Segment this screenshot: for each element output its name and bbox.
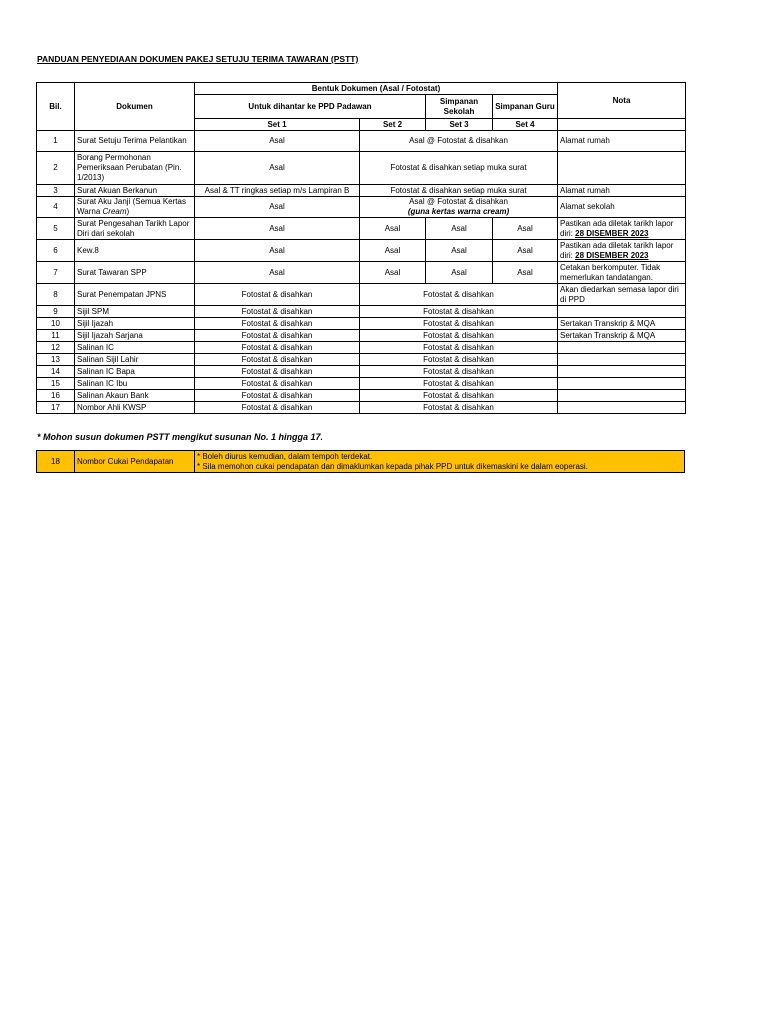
row-nota-date: 28 DISEMBER 2023 bbox=[575, 250, 649, 260]
row-doc: Salinan IC bbox=[75, 342, 195, 354]
header-bentuk: Bentuk Dokumen (Asal / Fotostat) bbox=[195, 83, 558, 95]
extra-note-line1: * Boleh diurus kemudian, dalam tempoh terdekat. bbox=[197, 451, 373, 461]
row-doc: Surat Tawaran SPP bbox=[75, 262, 195, 284]
table-row bbox=[37, 318, 686, 330]
row-bil: 3 bbox=[37, 185, 75, 197]
row-merged: Fotostat & disahkan bbox=[360, 366, 558, 378]
row-doc: Nombor Ahli KWSP bbox=[75, 402, 195, 414]
row-set1: Fotostat & disahkan bbox=[195, 330, 360, 342]
row-doc: Salinan IC Bapa bbox=[75, 366, 195, 378]
row-nota-date: 28 DISEMBER 2023 bbox=[575, 228, 649, 238]
row-nota bbox=[558, 366, 686, 378]
row-bil: 9 bbox=[37, 306, 75, 318]
row-set1: Fotostat & disahkan bbox=[195, 378, 360, 390]
row-doc: Kew.8 bbox=[75, 240, 195, 262]
row-nota bbox=[558, 378, 686, 390]
header-set3: Set 3 bbox=[426, 119, 493, 131]
row-set2: Asal bbox=[360, 262, 426, 284]
header-bil: Bil. bbox=[37, 83, 75, 131]
table-row bbox=[37, 197, 686, 218]
header-set2: Set 2 bbox=[360, 119, 426, 131]
table-row bbox=[37, 366, 686, 378]
row-set1: Fotostat & disahkan bbox=[195, 354, 360, 366]
row-doc: Salinan Sijil Lahir bbox=[75, 354, 195, 366]
row-nota bbox=[558, 354, 686, 366]
table-row bbox=[37, 451, 685, 473]
row-set1: Asal bbox=[195, 218, 360, 240]
header-sekolah: Simpanan Sekolah bbox=[426, 95, 493, 119]
row-merged: Fotostat & disahkan bbox=[360, 306, 558, 318]
row-merged: Fotostat & disahkan bbox=[360, 330, 558, 342]
row-nota-text: Pastikan ada diletak tarikh lapor diri: bbox=[560, 218, 674, 238]
row-bil: 13 bbox=[37, 354, 75, 366]
row-nota bbox=[558, 218, 686, 240]
row-bil: 4 bbox=[37, 197, 75, 218]
row-merged: Fotostat & disahkan bbox=[360, 390, 558, 402]
row-bil: 14 bbox=[37, 366, 75, 378]
row-doc-text: Surat Aku Janji (Semua Kertas Warna bbox=[77, 197, 186, 216]
row-set2: Asal bbox=[360, 218, 426, 240]
row-bil: 16 bbox=[37, 390, 75, 402]
row-doc: Salinan IC Ibu bbox=[75, 378, 195, 390]
row-bil: 12 bbox=[37, 342, 75, 354]
extra-row-table bbox=[36, 450, 685, 473]
row-merged: Asal @ Fotostat & disahkan bbox=[360, 131, 558, 152]
table-row bbox=[37, 152, 686, 185]
extra-notes bbox=[195, 451, 685, 473]
table-row bbox=[37, 330, 686, 342]
row-set1: Fotostat & disahkan bbox=[195, 342, 360, 354]
table-row bbox=[37, 402, 686, 414]
row-set1: Asal bbox=[195, 131, 360, 152]
row-merged: Fotostat & disahkan bbox=[360, 318, 558, 330]
header-nota: Nota bbox=[558, 83, 686, 119]
table-row bbox=[37, 240, 686, 262]
header-dokumen: Dokumen bbox=[75, 83, 195, 131]
row-nota: Sertakan Transkrip & MQA bbox=[558, 330, 686, 342]
row-nota bbox=[558, 240, 686, 262]
row-nota bbox=[558, 342, 686, 354]
row-merged: Fotostat & disahkan setiap muka surat bbox=[360, 152, 558, 185]
row-set4: Asal bbox=[493, 262, 558, 284]
row-nota bbox=[558, 306, 686, 318]
table-row bbox=[37, 262, 686, 284]
extra-doc: Nombor Cukai Pendapatan bbox=[75, 451, 195, 473]
footnote: * Mohon susun dokumen PSTT mengikut susunan No. 1 hingga 17. bbox=[37, 432, 324, 442]
header-nota-blank bbox=[558, 119, 686, 131]
row-merged: Fotostat & disahkan bbox=[360, 284, 558, 306]
header-set4: Set 4 bbox=[493, 119, 558, 131]
row-set1: Fotostat & disahkan bbox=[195, 284, 360, 306]
row-nota: Akan diedarkan semasa lapor diri di PPD bbox=[558, 284, 686, 306]
row-doc: Borang Permohonan Pemeriksaan Perubatan (Pin. 1/2013) bbox=[75, 152, 195, 185]
row-nota: Alamat rumah bbox=[558, 131, 686, 152]
row-set4: Asal bbox=[493, 240, 558, 262]
row-bil: 8 bbox=[37, 284, 75, 306]
document-table bbox=[36, 82, 686, 414]
row-nota: Alamat sekolah bbox=[558, 197, 686, 218]
row-set1: Fotostat & disahkan bbox=[195, 318, 360, 330]
row-set1: Asal bbox=[195, 262, 360, 284]
table-row bbox=[37, 378, 686, 390]
row-bil: 10 bbox=[37, 318, 75, 330]
table-row bbox=[37, 131, 686, 152]
row-merged-line1: Asal @ Fotostat & disahkan bbox=[409, 197, 508, 206]
header-guru: Simpanan Guru bbox=[493, 95, 558, 119]
row-merged: Fotostat & disahkan setiap muka surat bbox=[360, 185, 558, 197]
row-set2: Asal bbox=[360, 240, 426, 262]
row-nota: Sertakan Transkrip & MQA bbox=[558, 318, 686, 330]
row-set3: Asal bbox=[426, 240, 493, 262]
row-bil: 11 bbox=[37, 330, 75, 342]
row-bil: 7 bbox=[37, 262, 75, 284]
row-merged-line2: (guna kertas warna cream) bbox=[407, 207, 510, 216]
row-set3: Asal bbox=[426, 218, 493, 240]
row-set1: Fotostat & disahkan bbox=[195, 366, 360, 378]
row-doc-italic: Cream bbox=[102, 207, 127, 216]
row-merged: Fotostat & disahkan bbox=[360, 402, 558, 414]
row-set1: Fotostat & disahkan bbox=[195, 390, 360, 402]
row-merged bbox=[360, 197, 558, 218]
row-doc: Sijil SPM bbox=[75, 306, 195, 318]
extra-bil: 18 bbox=[37, 451, 75, 473]
row-doc: Surat Pengesahan Tarikh Lapor Diri dari sekolah bbox=[75, 218, 195, 240]
table-row bbox=[37, 284, 686, 306]
row-nota: Cetakan berkomputer. Tidak memerlukan tandatangan. bbox=[558, 262, 686, 284]
row-doc: Surat Setuju Terima Pelantikan bbox=[75, 131, 195, 152]
table-row bbox=[37, 354, 686, 366]
header-set1: Set 1 bbox=[195, 119, 360, 131]
row-bil: 1 bbox=[37, 131, 75, 152]
row-doc: Sijil Ijazah Sarjana bbox=[75, 330, 195, 342]
row-set1: Asal bbox=[195, 152, 360, 185]
row-bil: 6 bbox=[37, 240, 75, 262]
row-doc: Surat Penempatan JPNS bbox=[75, 284, 195, 306]
row-nota bbox=[558, 390, 686, 402]
row-doc: Sijil Ijazah bbox=[75, 318, 195, 330]
row-set1: Asal & TT ringkas setiap m/s Lampiran B bbox=[195, 185, 360, 197]
row-bil: 2 bbox=[37, 152, 75, 185]
table-row bbox=[37, 390, 686, 402]
row-set1: Fotostat & disahkan bbox=[195, 306, 360, 318]
row-doc: Salinan Akaun Bank bbox=[75, 390, 195, 402]
row-set1: Asal bbox=[195, 240, 360, 262]
table-row bbox=[37, 218, 686, 240]
extra-note-line2: * Sila memohon cukai pendapatan dan dimaklumkan kepada pihak PPD untuk dikemaskini ke dalam eoperasi. bbox=[197, 461, 588, 471]
table-row bbox=[37, 185, 686, 197]
row-set4: Asal bbox=[493, 218, 558, 240]
row-bil: 17 bbox=[37, 402, 75, 414]
table-row bbox=[37, 342, 686, 354]
row-merged: Fotostat & disahkan bbox=[360, 354, 558, 366]
row-merged: Fotostat & disahkan bbox=[360, 378, 558, 390]
row-bil: 5 bbox=[37, 218, 75, 240]
row-set1: Asal bbox=[195, 197, 360, 218]
table-row bbox=[37, 306, 686, 318]
row-set3: Asal bbox=[426, 262, 493, 284]
row-bil: 15 bbox=[37, 378, 75, 390]
row-nota bbox=[558, 402, 686, 414]
row-nota-text: Pastikan ada diletak tarikh lapor diri: bbox=[560, 240, 674, 260]
row-doc-close: ) bbox=[126, 207, 130, 216]
page-title: PANDUAN PENYEDIAAN DOKUMEN PAKEJ SETUJU TERIMA TAWARAN (PSTT) bbox=[37, 54, 359, 64]
row-doc: Surat Akuan Berkanun bbox=[75, 185, 195, 197]
row-nota bbox=[558, 152, 686, 185]
header-hantar: Untuk dihantar ke PPD Padawan bbox=[195, 95, 426, 119]
row-nota: Alamat rumah bbox=[558, 185, 686, 197]
row-merged: Fotostat & disahkan bbox=[360, 342, 558, 354]
row-set1: Fotostat & disahkan bbox=[195, 402, 360, 414]
row-doc bbox=[75, 197, 195, 218]
